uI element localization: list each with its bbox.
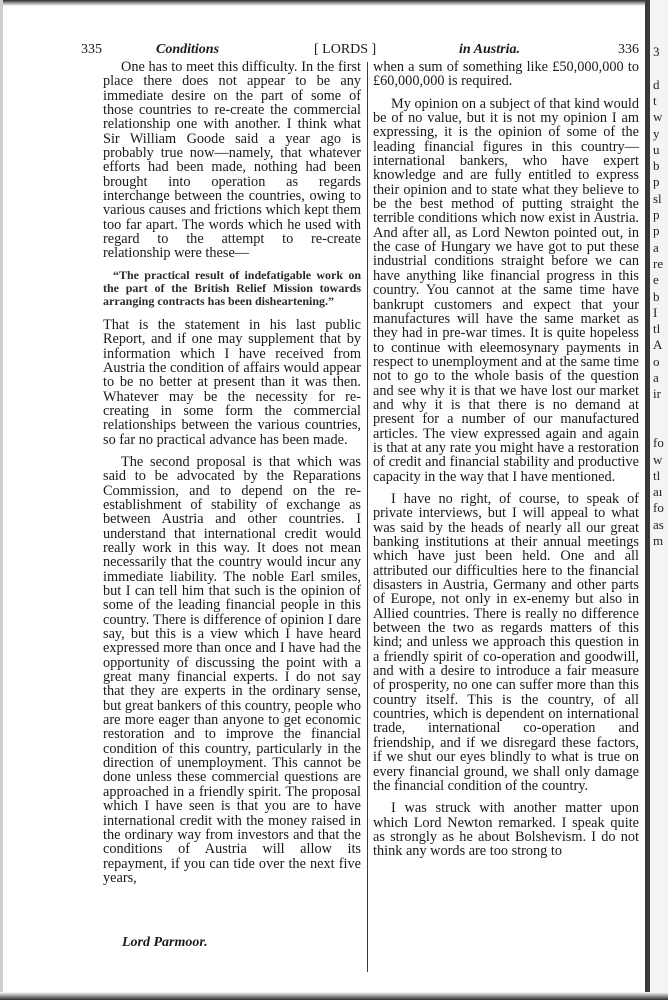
running-header	[81, 42, 639, 60]
next-page-text-fragment: tl	[653, 467, 661, 483]
scan-top-edge	[0, 0, 668, 6]
paragraph: The second proposal is that which was said to be advocated by the Reparations Commission, and to depend on the re-establishment of stability of exchange as between Austria and other countries. I understand that international credit would really work in this way. It does not mean necessarily that the country would incur any immediate liability. The noble Earl smiles, but I can tell him that such is the opinion of some of the leading financial people in this country. There is difference of opinion I dare say, but this is a view which I have heard expressed more than once and I have had the opportunity of discussing the point with a great many financial experts. I do not say that they are experts in the ordinary sense, but great bankers of this country, people who are more eager than anyone to get economic restoration and to improve the financial condition of this country, particularly in the direction of unemployment. This cannot be done unless these commercial questions are approached in a friendly spirit. The proposal which I have seen is that you are to have international credit with the money raised in the ordinary way from investors and that the conditions of Austria will allow its repayment, if you can tide over the next five years,	[103, 453, 361, 886]
right-running-title: in Austria.	[459, 42, 520, 57]
next-page-text-fragment: p	[653, 174, 660, 190]
scan-bottom-edge	[0, 992, 668, 1000]
right-page-number: 336	[618, 42, 639, 57]
left-column	[103, 60, 361, 893]
scan-left-edge	[0, 0, 3, 1000]
left-running-title: Conditions	[156, 42, 220, 57]
next-page-text-fragment: aı	[653, 484, 663, 500]
right-column	[373, 60, 639, 867]
next-page-text-fragment: b	[653, 288, 660, 304]
next-page-text-fragment: as	[653, 516, 664, 532]
column-divider	[367, 62, 368, 972]
next-page-text-fragment: u	[653, 141, 660, 157]
next-page-text-fragment: p	[653, 207, 660, 222]
next-page-text-fragment: p	[653, 223, 660, 239]
paragraph: I have no right, of course, to speak of private interviews, but I will appeal to what was said by the heads of nearly all our great banking institutions at their annual meetings which have just been held. One and all attributed our difficulties here to the financial disasters in Austria, Germany and other parts of Europe, not only in ex-enemy but also in Allied countries. There is really no difference between the two as regards matters of this kind; and unless we approach this question in a friendly spirit of co-operation and goodwill, and with a desire to introduce a fair measure of prosperity, no one can suffer more than this country itself. This is the country, of all countries, which is dependent on international trade, international co-operation and friendship, and if we disregard these factors, if we shut our eyes blindly to what is true on every financial ground, we shall only damage the financial condition of the country.	[373, 490, 639, 794]
next-page-text-fragment: m	[653, 533, 664, 548]
next-page-text-fragment: fo	[653, 435, 664, 451]
next-page-fragment	[650, 0, 668, 1000]
house-label: [ LORDS ]	[314, 42, 377, 57]
next-page-text-fragment: A	[653, 337, 663, 353]
paragraph: I was struck with another matter upon which Lord Newton remarked. I speak quite as strongly as he about Bolshevism. I do not think any words are too strong to	[373, 800, 639, 860]
next-page-text-fragment: 3	[653, 44, 660, 59]
paragraph: One has to meet this difficulty. In the first place there does not appear to be any immediate desire on the part of some of those countries to re-create the commercial relationship one with another. I think what Sir William Goode said a year ago is probably true now—namely, that whatever efforts had been made, nothing had been brought into operation as regards interchange between the countries, owing to various causes and frictions which kept them too far apart. The words which he used with regard to the attempt to re-create relationship were these—	[103, 59, 361, 262]
next-page-text-fragment: t	[653, 92, 657, 108]
paragraph: My opinion on a subject of that kind would be of no value, but it is not my opinion I am expressing, it is the opinion of some of the leading financial figures in this country—international bankers, who have expert knowledge and are fully entitled to express their opinion and to state what they believe to be the best method of putting straight the terrible conditions which now exist in Austria. And after all, as Lord Newton pointed out, in the case of Hungary we have got to put these industrial conditions straight before we can have anything like financial progress in this country. You cannot at the same time have bankrupt customers and expect that your manufactures will have the same market as they had in pre-war times. It is quite hopeless to continue with eleemosynary payments in respect to unemployment and at the same time not to go to the whole basis of the question and see why it is that we have lost our market and why it is that there is no demand at present for a number of our manufactured articles. The view expressed again and again is that at any rate you might have a restoration of credit and financial stability and productive capacity in the way that I have mentioned.	[373, 95, 639, 485]
next-page-text-fragment: e	[653, 272, 659, 288]
next-page-text-fragment: y	[653, 125, 660, 141]
next-page-text-fragment: o	[653, 353, 660, 369]
paragraph: That is the statement in his last public Report, and if one may supplement that by information which I have received from Austria the condition of affairs would appear to be no better at present than it was then. Whatever may be the necessity for re-creating in some form the commercial relationships between the various countries, so far no practical advance has been made.	[103, 316, 361, 448]
next-page-text-fragment: a	[653, 239, 659, 255]
block-quote: “The practical result of indefatigable work on the part of the British Relief Mission towards arranging contracts has been disheartening.”	[103, 267, 361, 308]
paragraph-continuation: when a sum of something like £50,000,000 to £60,000,000 is required.	[373, 59, 639, 90]
left-page-number: 335	[81, 42, 102, 57]
next-page-text-fragment: a	[653, 370, 659, 385]
next-page-text-fragment: ir	[653, 386, 661, 402]
next-page-text-fragment: d	[653, 76, 660, 92]
next-page-text-fragment: w	[653, 451, 663, 467]
next-page-text-fragment: re	[653, 255, 664, 271]
next-page-text-fragment: fo	[653, 500, 664, 516]
next-page-text-fragment: I	[653, 304, 658, 320]
next-page-text-fragment: tl	[653, 321, 661, 337]
next-page-text-fragment: sl	[653, 190, 662, 206]
next-page-text-fragment: b	[653, 158, 660, 174]
next-page-text-fragment: w	[653, 109, 663, 125]
speaker-name: Lord Parmoor.	[122, 935, 208, 950]
